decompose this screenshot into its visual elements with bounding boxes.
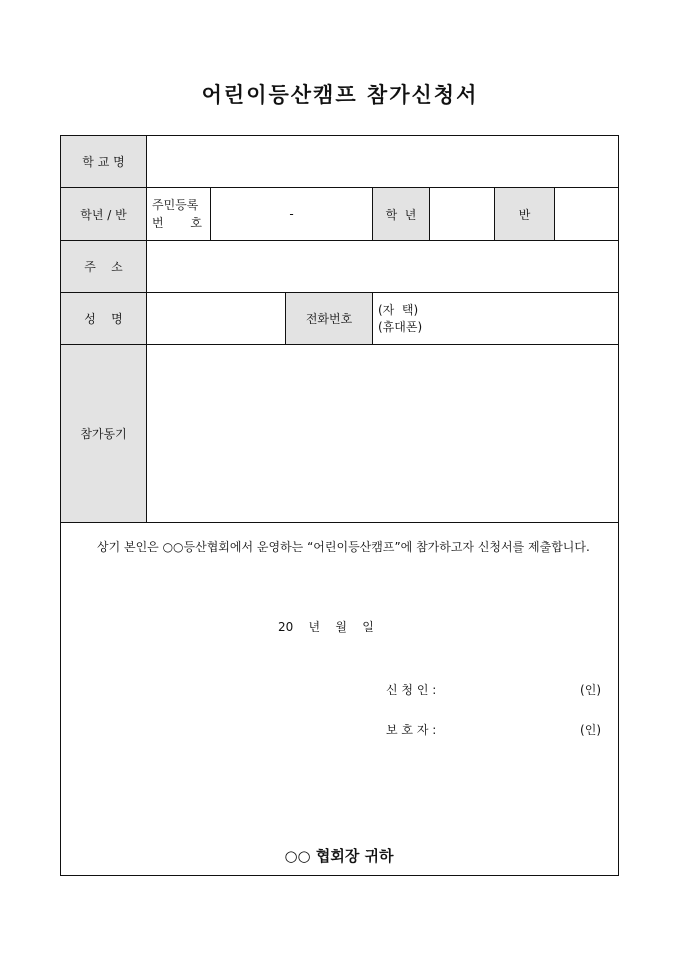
address-field[interactable]: [147, 241, 619, 293]
address-row: [61, 241, 619, 293]
grade-field[interactable]: [430, 188, 495, 241]
pledge-section: [61, 523, 619, 876]
phone-field[interactable]: [373, 293, 619, 345]
applicant-seal: (인): [580, 683, 602, 697]
motivation-field[interactable]: [147, 345, 619, 523]
home-phone-label: (자 택): [378, 302, 419, 317]
grade-class-row: [61, 188, 619, 241]
name-label: 성 명: [61, 293, 147, 345]
form-title: 어린이등산캠프 참가신청서: [201, 82, 479, 107]
name-field[interactable]: [147, 293, 286, 345]
pledge-row: [61, 523, 619, 876]
application-form-table: [60, 135, 619, 876]
guardian-seal: (인): [580, 723, 602, 737]
class-label: 반: [495, 188, 555, 241]
applicant-label: 신 청 인 :: [386, 683, 437, 697]
guardian-label: 보 호 자 :: [386, 723, 437, 737]
motivation-label: 참가동기: [61, 345, 147, 523]
resident-number-dash: -: [289, 207, 294, 221]
class-field[interactable]: [555, 188, 619, 241]
phone-label: 전화번호: [286, 293, 373, 345]
resident-number-label-line2: [152, 214, 202, 232]
grade-class-label: 학년 / 반: [61, 188, 147, 241]
school-row: [61, 136, 619, 188]
resident-number-field[interactable]: [211, 188, 373, 241]
school-label: 학 교 명: [61, 136, 147, 188]
name-row: [61, 293, 619, 345]
resident-number-label: [147, 188, 211, 241]
grade-label: 학 년: [373, 188, 430, 241]
resident-number-label-line1: 주민등록: [152, 198, 199, 212]
resident-number-label-char-a: 번: [152, 216, 164, 230]
recipient-line: ○○ 협회장 귀하: [284, 847, 394, 865]
date-line: 20 년 월 일: [278, 620, 374, 634]
motivation-row: [61, 345, 619, 523]
mobile-phone-label: (휴대폰): [378, 319, 423, 334]
resident-number-label-char-b: 호: [190, 216, 202, 230]
address-label: 주 소: [61, 241, 147, 293]
pledge-text: 상기 본인은 ○○등산협회에서 운영하는 “어린이등산캠프”에 참가하고자 신청서를 제출합니다.: [97, 540, 590, 554]
school-field[interactable]: [147, 136, 619, 188]
